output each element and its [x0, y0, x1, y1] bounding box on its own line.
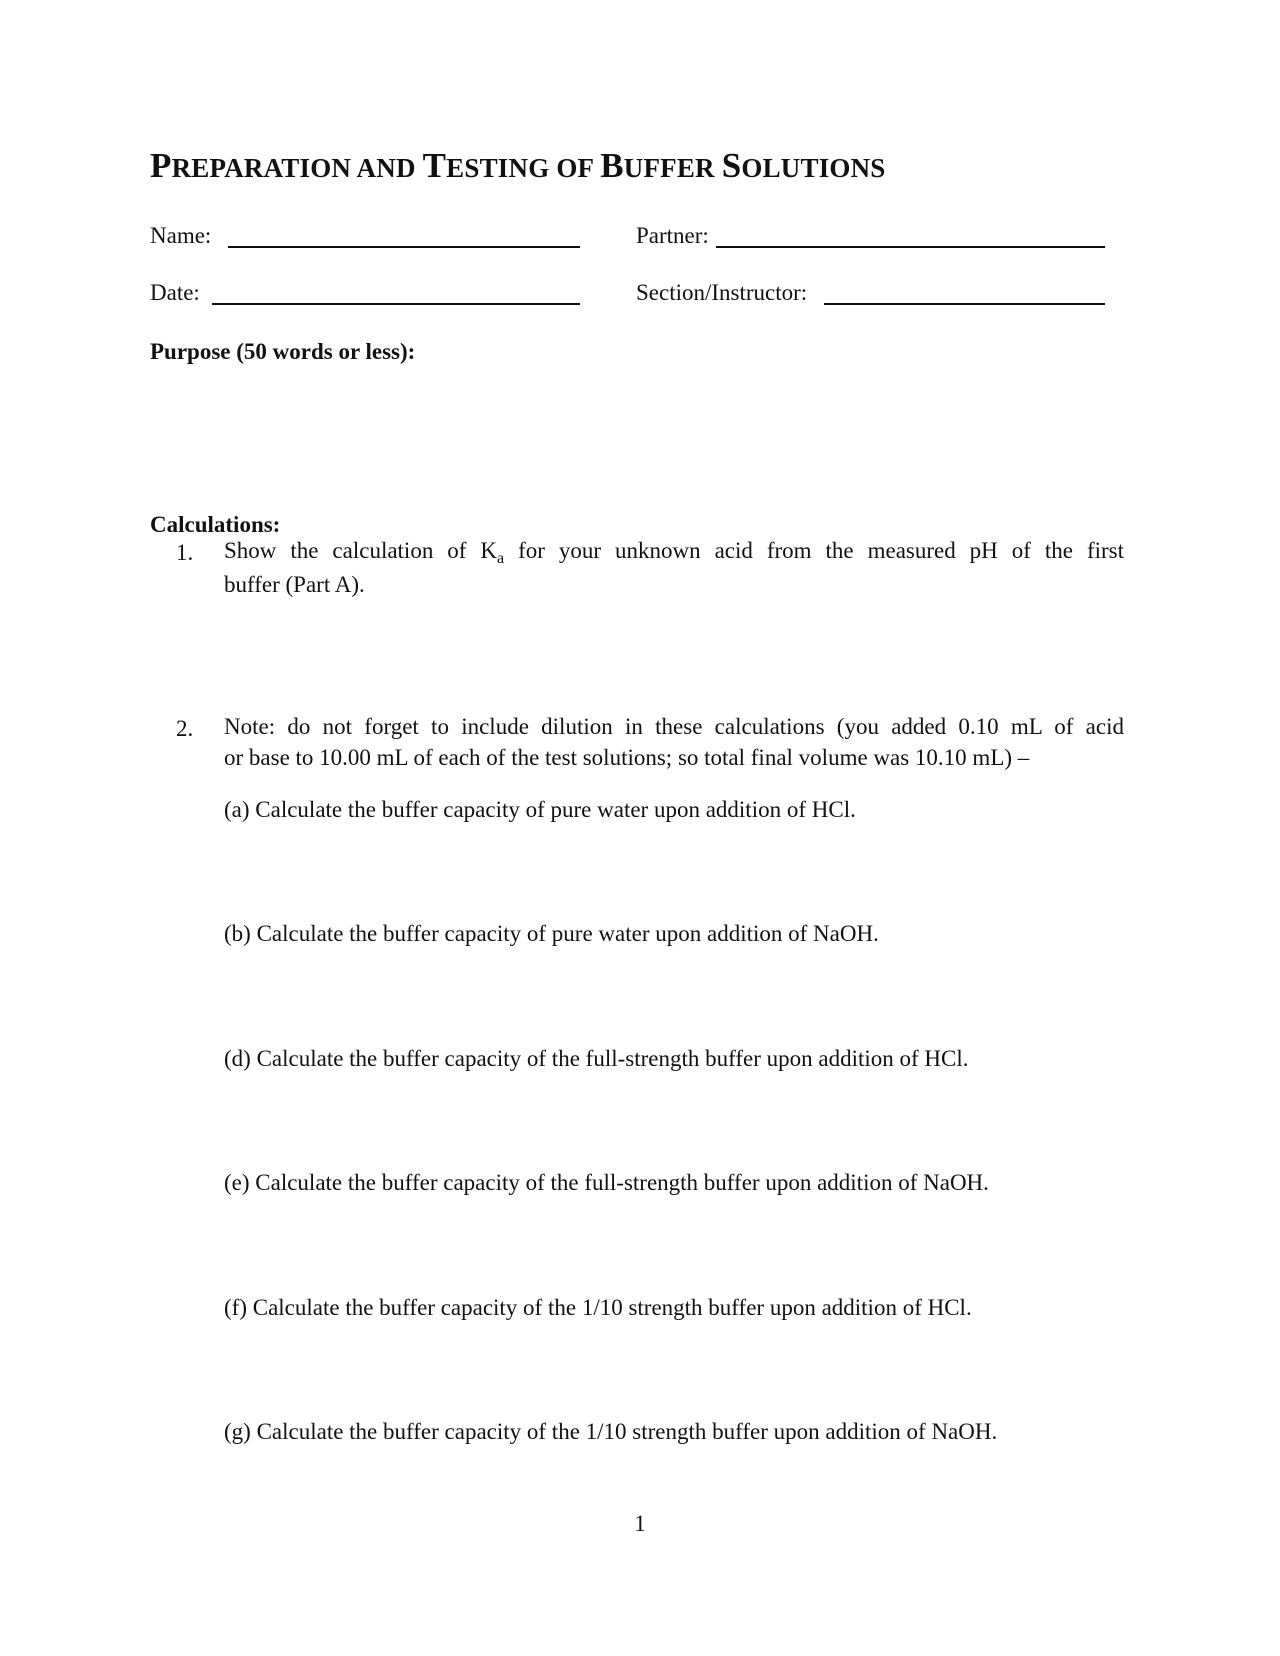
name-blank[interactable]	[228, 246, 580, 248]
title-part-4: OLUTIONS	[741, 153, 886, 183]
date-blank[interactable]	[212, 303, 580, 305]
section-instructor-label: Section/Instructor:	[636, 280, 808, 305]
partner-blank[interactable]	[716, 246, 1105, 248]
page-title	[150, 148, 886, 183]
title-initial-3: B	[600, 146, 624, 185]
item-2-number: 2.	[176, 716, 194, 741]
question-g: (g) Calculate the buffer capacity of the 1/10 strength buffer upon addition of NaOH.	[224, 1419, 998, 1444]
question-b: (b) Calculate the buffer capacity of pure water upon addition of NaOH.	[224, 921, 879, 946]
question-a: (a) Calculate the buffer capacity of pure water upon addition of HCl.	[224, 797, 856, 822]
name-label: Name:	[150, 223, 212, 248]
title-initial-4: S	[721, 146, 742, 185]
item-1-text	[224, 535, 1124, 600]
question-d: (d) Calculate the buffer capacity of the full-strength buffer upon addition of HCl.	[224, 1046, 969, 1071]
item-1-line-1: Show the calculation of $K_a$ for your unknown acid from the measured pH of the first	[224, 538, 1124, 567]
date-label: Date:	[150, 280, 200, 305]
calculations-heading: Calculations:	[150, 512, 281, 537]
ka-subscript: a	[497, 550, 505, 567]
title-part-3: UFFER	[623, 153, 722, 183]
question-f: (f) Calculate the buffer capacity of the 1/10 strength buffer upon addition of HCl.	[224, 1295, 972, 1320]
item-2-line-1: Note: do not forget to include dilution in these calculations (you added 0.10 mL of acid	[224, 714, 1124, 739]
section-instructor-blank[interactable]	[824, 303, 1105, 305]
page-number: 1	[634, 1511, 646, 1536]
title-initial-1: P	[150, 146, 172, 185]
partner-label: Partner:	[636, 223, 709, 248]
purpose-heading: Purpose (50 words or less):	[150, 339, 416, 364]
question-e: (e) Calculate the buffer capacity of the full-strength buffer upon addition of NaOH.	[224, 1170, 989, 1195]
item-1-number: 1.	[176, 540, 194, 565]
title-part-1: REPARATION AND	[171, 153, 423, 183]
item-2-line-2: or base to 10.00 mL of each of the test solutions; so total final volume was 10.10 mL) –	[224, 745, 1030, 770]
item-1-line-2: buffer (Part A).	[224, 572, 365, 597]
title-initial-2: T	[422, 146, 447, 185]
item-2-text	[224, 711, 1124, 773]
title-part-2: ESTING OF	[446, 153, 601, 183]
